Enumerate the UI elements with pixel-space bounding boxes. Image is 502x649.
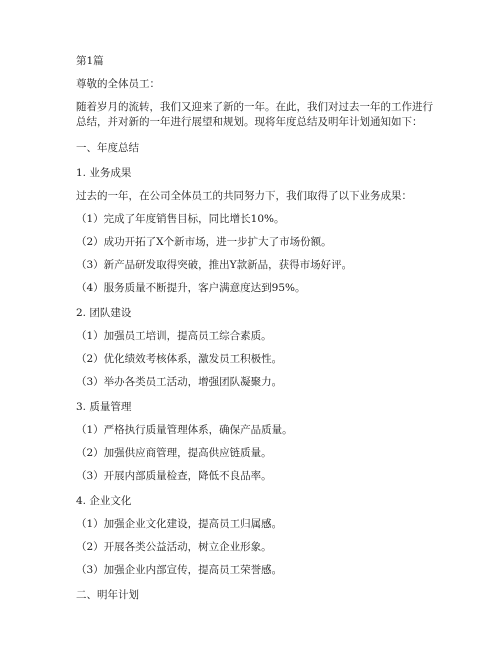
section-title-annual-summary: 一、年度总结 bbox=[76, 142, 139, 154]
document-heading: 第1篇 bbox=[76, 55, 104, 67]
list-item: （3）新产品研发取得突破，推出Y款新品，获得市场好评。 bbox=[76, 259, 353, 271]
subsection-title-corporate-culture: 4. 企业文化 bbox=[76, 495, 132, 507]
section-title-next-year-plan: 二、明年计划 bbox=[76, 589, 139, 601]
list-item: （2）开展各类公益活动，树立企业形象。 bbox=[76, 541, 272, 553]
list-item: （4）服务质量不断提升，客户满意度达到95%。 bbox=[76, 282, 306, 294]
subsection-title-quality-management: 3. 质量管理 bbox=[76, 401, 132, 413]
list-item: （3）加强企业内部宣传，提高员工荣誉感。 bbox=[76, 564, 283, 576]
list-item: （3）开展内部质量检查，降低不良品率。 bbox=[76, 470, 272, 482]
list-item: （1）加强员工培训，提高员工综合素质。 bbox=[76, 330, 272, 342]
subsection-title-business-results: 1. 业务成果 bbox=[76, 167, 132, 179]
list-item: （1）加强企业文化建设，提高员工归属感。 bbox=[76, 518, 283, 530]
list-item: （2）成功开拓了X个新市场，进一步扩大了市场份额。 bbox=[76, 236, 332, 248]
list-item: （1）严格执行质量管理体系，确保产品质量。 bbox=[76, 424, 293, 436]
subsection-title-team-building: 2. 团队建设 bbox=[76, 307, 132, 319]
list-item: （3）举办各类员工活动，增强团队凝聚力。 bbox=[76, 376, 283, 388]
list-item: （2）加强供应商管理，提高供应链质量。 bbox=[76, 447, 272, 459]
document-page bbox=[76, 54, 436, 602]
salutation: 尊敬的全体员工： bbox=[76, 78, 160, 90]
list-item: （2）优化绩效考核体系，激发员工积极性。 bbox=[76, 353, 283, 365]
intro-paragraph: 随着岁月的流转，我们又迎来了新的一年。在此，我们对过去一年的工作进行总结，并对新的一年进行展望和规划。现将年度总结及明年计划通知如下： bbox=[76, 101, 433, 128]
business-results-intro: 过去的一年，在公司全体员工的共同努力下，我们取得了以下业务成果： bbox=[76, 190, 412, 202]
list-item: （1）完成了年度销售目标，同比增长10%。 bbox=[76, 213, 285, 225]
